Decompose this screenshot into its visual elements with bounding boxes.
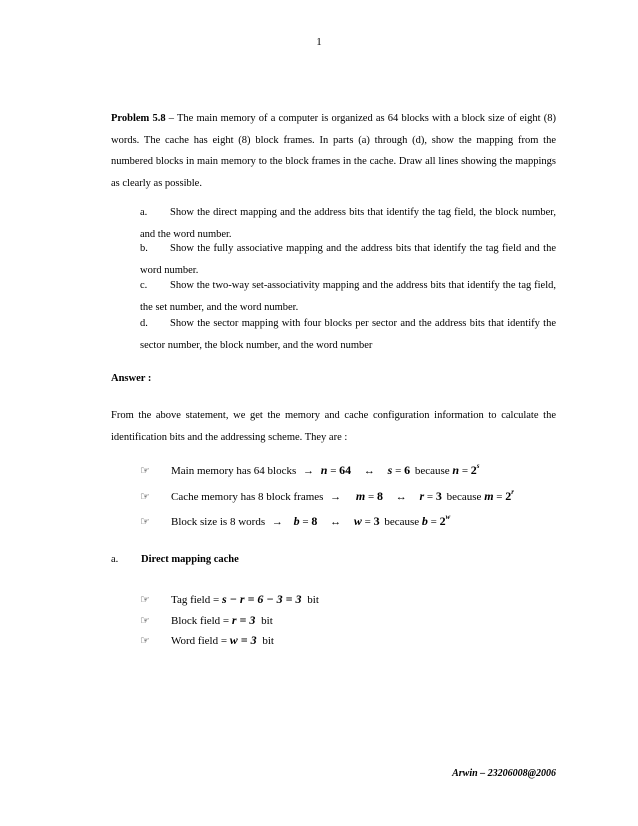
list-item (140, 313, 556, 356)
pointing-hand-icon: ☞ (140, 635, 150, 647)
config-line-main-memory: Main memory has 64 blocks → n = 64 ↔ s = 6 because n = 2$^s$ (171, 462, 480, 477)
block-field-line: Block field = r = 3 bit (171, 613, 273, 627)
section-title: Direct mapping cache (141, 554, 239, 565)
answer-heading: Answer : (111, 373, 152, 384)
item-text: Show the sector mapping with four blocks per sector and the address bits that identify the sector number, the block number, and the word number (140, 318, 556, 351)
list-item (140, 275, 556, 318)
footer-author: Arwin – 23206008@2006 (452, 768, 556, 779)
pointing-hand-icon: ☞ (140, 465, 150, 477)
page-number: 1 (316, 36, 322, 48)
pointing-hand-icon: ☞ (140, 594, 150, 606)
answer-intro: From the above statement, we get the memory and cache configuration information to calculate the identification bits and the addressing scheme. They are : (111, 410, 556, 443)
item-text: Show the fully associative mapping and the address bits that identify the tag field and the word number. (140, 243, 556, 276)
problem-label: Problem 5.8 (111, 113, 166, 124)
problem-text: – The main memory of a computer is organized as 64 blocks with a block size of eight (8) words. The cache has eight (8) block frames. In parts (a) through (d), show the mapping from the numbered blocks in main memory to the block frames in the cache. Draw all lines showing the mappings as clearly as possible. (111, 113, 556, 189)
problem-statement (111, 108, 556, 194)
pointing-hand-icon: ☞ (140, 491, 150, 503)
config-line-cache-memory: Cache memory has 8 block frames → m = 8 ↔ r = 3 because m = 2$^r$ (171, 488, 514, 503)
item-letter: b. (140, 243, 148, 254)
section-letter: a. (111, 554, 119, 565)
item-letter: a. (140, 207, 148, 218)
config-line-block-size: Block size is 8 words → b = 8 ↔ w = 3 because b = 2$^w$ (171, 513, 451, 528)
item-text: Show the two-way set-associativity mapping and the address bits that identify the tag field, the set number, and the word number. (140, 280, 556, 313)
section-heading (111, 554, 239, 565)
word-field-line: Word field = w = 3 bit (171, 633, 274, 647)
pointing-hand-icon: ☞ (140, 615, 150, 627)
tag-field-line: Tag field = s − r = 6 − 3 = 3 bit (171, 592, 319, 606)
item-letter: d. (140, 318, 148, 329)
item-text: Show the direct mapping and the address bits that identify the tag field, the block number, and the word number. (140, 207, 556, 240)
pointing-hand-icon: ☞ (140, 516, 150, 528)
item-letter: c. (140, 280, 148, 291)
